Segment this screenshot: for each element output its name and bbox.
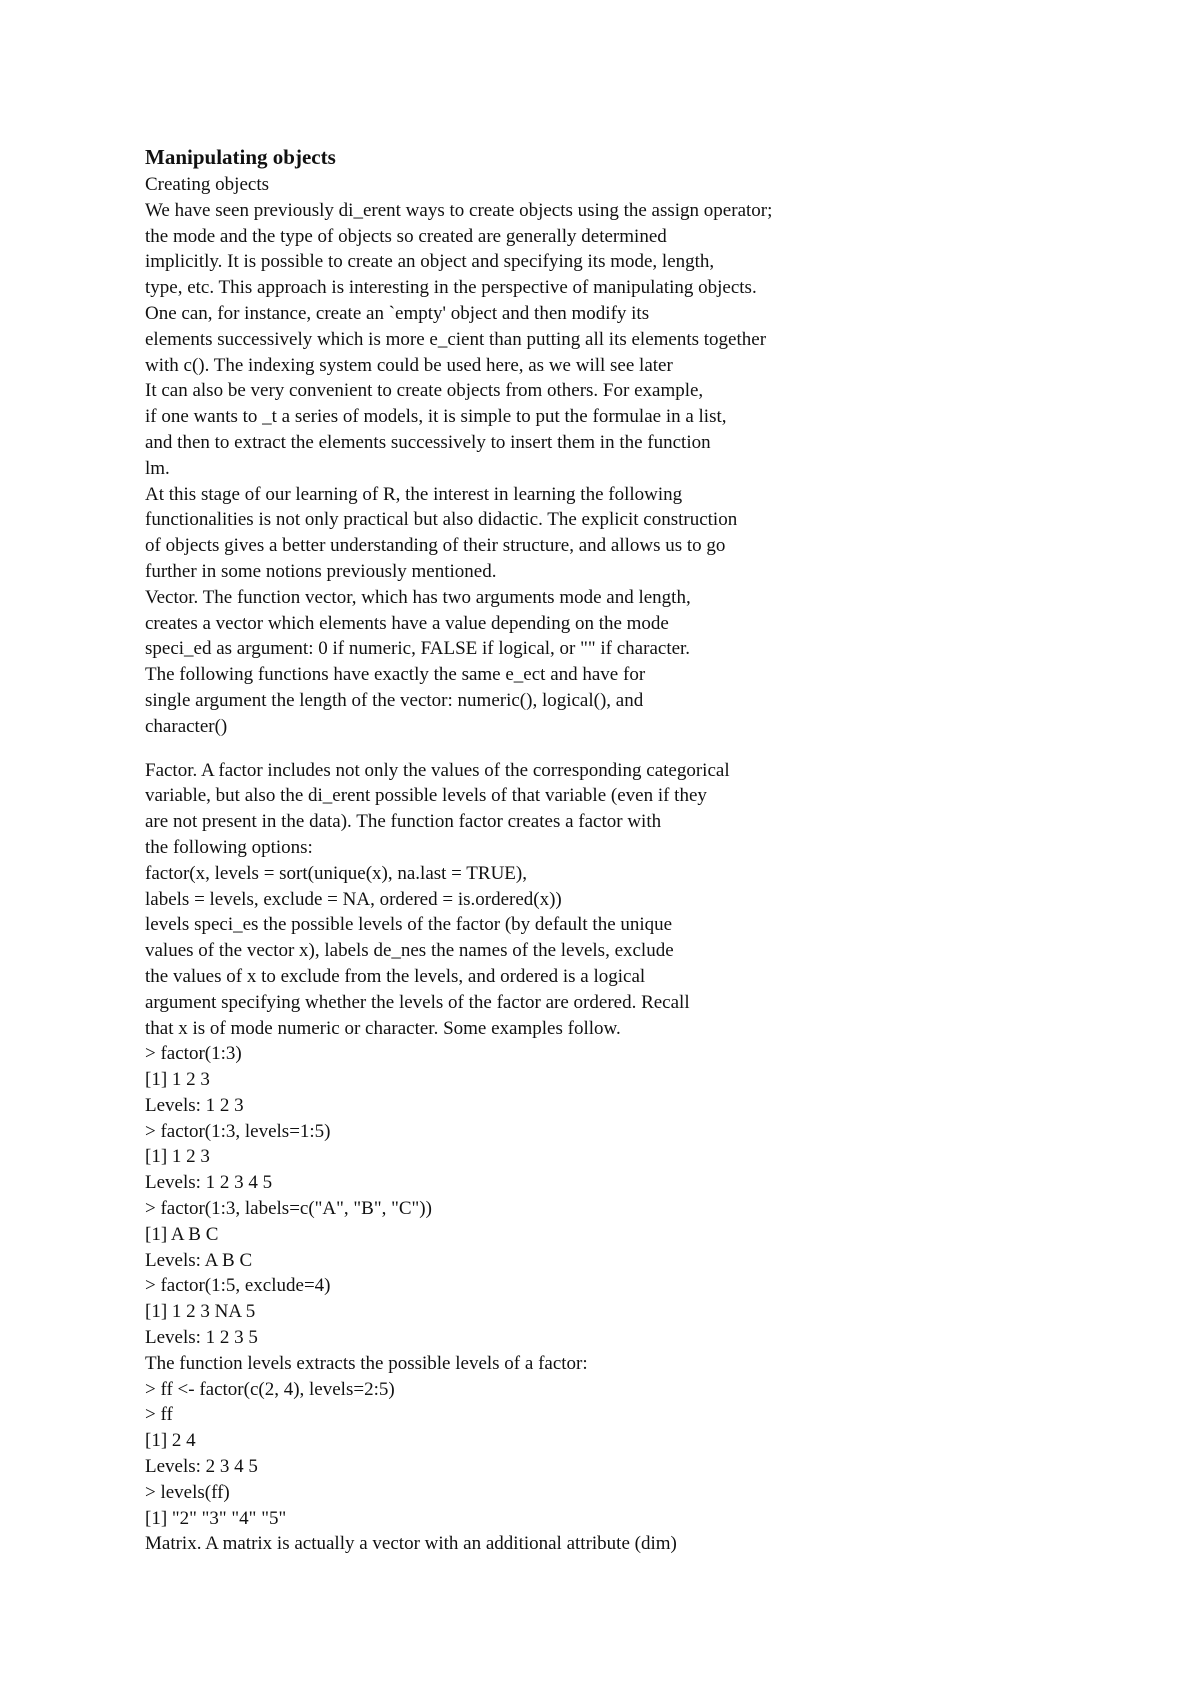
code-line: [1] 1 2 3 NA 5 [145, 1301, 256, 1323]
text-line: Matrix. A matrix is actually a vector with an additional attribute (dim) [145, 1533, 677, 1555]
code-line: [1] "2" "3" "4" "5" [145, 1507, 287, 1529]
text-line: are not present in the data). The function factor creates a factor with [145, 811, 662, 833]
document-body [145, 142, 1045, 1557]
text-line: type, etc. This approach is interesting in the perspective of manipulating objects. [145, 277, 757, 299]
text-line: speci_ed as argument: 0 if numeric, FALSE if logical, or "" if character. [145, 638, 691, 660]
code-line: [1] 2 4 [145, 1430, 196, 1452]
text-line: It can also be very convenient to create objects from others. For example, [145, 380, 704, 402]
code-line: Levels: A B C [145, 1249, 253, 1271]
text-line: elements successively which is more e_cient than putting all its elements together [145, 328, 767, 350]
text-line: creates a vector which elements have a value depending on the mode [145, 612, 669, 634]
text-line: Vector. The function vector, which has two arguments mode and length, [145, 586, 691, 608]
text-line: further in some notions previously mentioned. [145, 560, 497, 582]
text-line: if one wants to _t a series of models, it is simple to put the formulae in a list, [145, 406, 727, 428]
text-line: the following options: [145, 836, 313, 858]
text-line: single argument the length of the vector: numeric(), logical(), and [145, 689, 644, 711]
code-line: > factor(1:3) [145, 1043, 242, 1065]
code-line: [1] 1 2 3 [145, 1146, 210, 1168]
text-line: the mode and the type of objects so created are generally determined [145, 225, 667, 247]
paragraph-gap [145, 740, 1045, 758]
text-line: We have seen previously di_erent ways to create objects using the assign operator; [145, 199, 773, 221]
code-line: > ff [145, 1404, 173, 1426]
section-factor [145, 758, 1045, 1558]
text-line: levels speci_es the possible levels of the factor (by default the unique [145, 914, 673, 936]
text-line: Factor. A factor includes not only the values of the corresponding categorical [145, 759, 730, 781]
text-line: the values of x to exclude from the levels, and ordered is a logical [145, 965, 646, 987]
code-line: Levels: 1 2 3 5 [145, 1327, 258, 1349]
page-title: Manipulating objects [145, 145, 336, 169]
text-line: character() [145, 715, 228, 737]
text-line: and then to extract the elements successively to insert them in the function [145, 431, 711, 453]
text-line: of objects gives a better understanding of their structure, and allows us to go [145, 535, 726, 557]
text-line: lm. [145, 457, 170, 479]
text-line: At this stage of our learning of R, the interest in learning the following [145, 483, 683, 505]
text-line: labels = levels, exclude = NA, ordered = is.ordered(x)) [145, 888, 562, 910]
text-line: Creating objects [145, 174, 269, 195]
code-line: [1] 1 2 3 [145, 1069, 210, 1091]
code-line: [1] A B C [145, 1223, 219, 1245]
code-line: Levels: 2 3 4 5 [145, 1456, 258, 1478]
text-line: values of the vector x), labels de_nes the names of the levels, exclude [145, 940, 674, 962]
text-line: factor(x, levels = sort(unique(x), na.last = TRUE), [145, 862, 527, 884]
code-line: > ff <- factor(c(2, 4), levels=2:5) [145, 1378, 395, 1400]
text-line: The function levels extracts the possible levels of a factor: [145, 1352, 588, 1374]
code-line: > factor(1:5, exclude=4) [145, 1275, 331, 1297]
code-line: Levels: 1 2 3 [145, 1094, 244, 1116]
text-line: argument specifying whether the levels of the factor are ordered. Recall [145, 991, 690, 1013]
code-line: > levels(ff) [145, 1481, 230, 1503]
section-creating-objects [145, 172, 1045, 740]
text-line: functionalities is not only practical but also didactic. The explicit construction [145, 509, 738, 531]
text-line: that x is of mode numeric or character. Some examples follow. [145, 1017, 621, 1039]
code-line: Levels: 1 2 3 4 5 [145, 1172, 273, 1194]
code-line: > factor(1:3, levels=1:5) [145, 1120, 331, 1142]
text-line: with c(). The indexing system could be used here, as we will see later [145, 354, 673, 376]
code-line: > factor(1:3, labels=c("A", "B", "C")) [145, 1198, 432, 1220]
text-line: The following functions have exactly the same e_ect and have for [145, 664, 646, 686]
text-line: variable, but also the di_erent possible levels of that variable (even if they [145, 785, 707, 807]
text-line: implicitly. It is possible to create an object and specifying its mode, length, [145, 251, 715, 273]
text-line: One can, for instance, create an `empty' object and then modify its [145, 302, 650, 324]
